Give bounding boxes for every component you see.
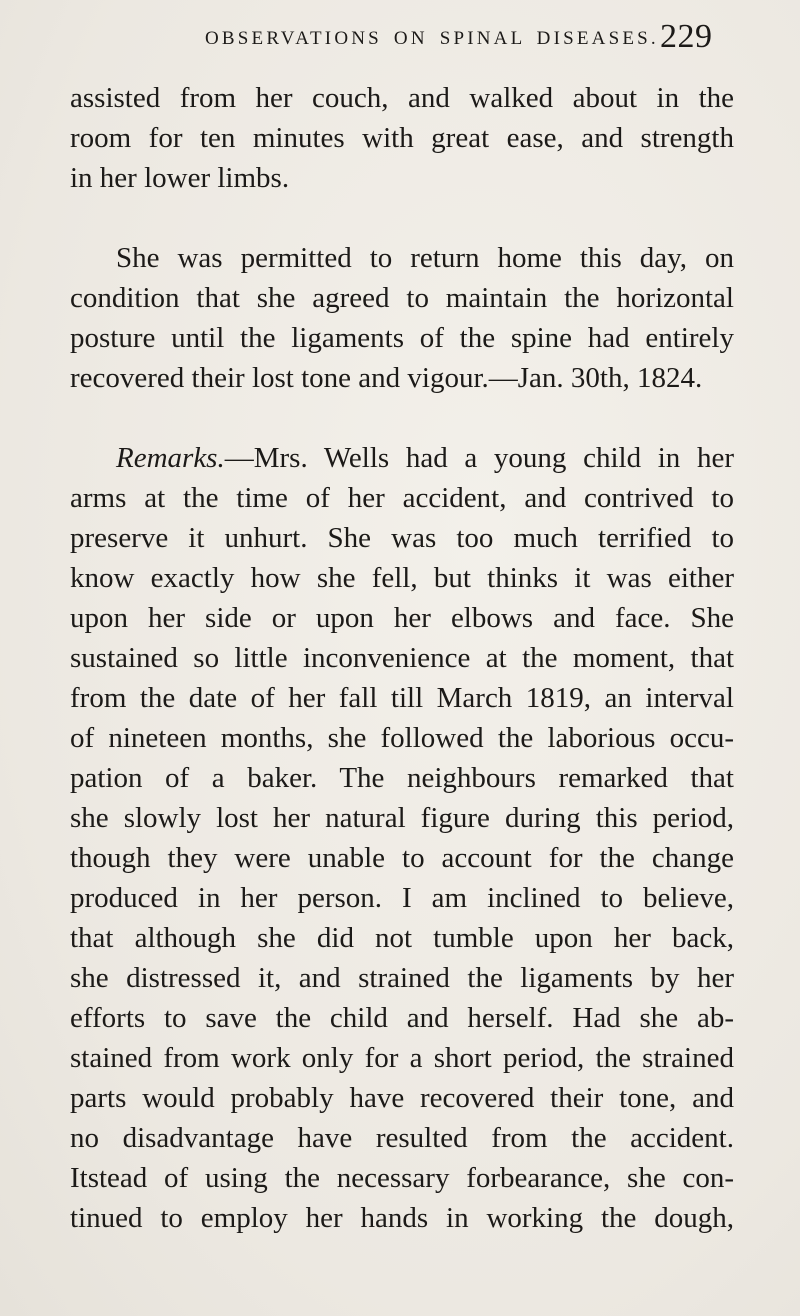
- text-line: tinued to employ her hands in working the dough,: [70, 1202, 734, 1234]
- text-line: in her lower limbs.: [70, 162, 290, 194]
- running-title: OBSERVATIONS ON SPINAL DISEASES.: [205, 28, 659, 49]
- remarks-first-line: [116, 440, 734, 477]
- running-head: [0, 18, 800, 62]
- text-line: though they were unable to account for the change: [70, 842, 734, 874]
- text-line: that although she did not tumble upon her back,: [70, 922, 734, 954]
- remarks-heading: Remarks.: [116, 442, 225, 474]
- remarks-first-line-text: —Mrs. Wells had a young child in her: [224, 442, 734, 474]
- text-line: know exactly how she fell, but thinks it was either: [70, 562, 734, 594]
- text-line: Itstead of using the necessary forbearance, she con-: [70, 1162, 734, 1194]
- text-line: from the date of her fall till March 1819, an interval: [70, 682, 734, 714]
- text-line: assisted from her couch, and walked about in the: [70, 82, 734, 114]
- text-line: she distressed it, and strained the ligaments by her: [70, 962, 734, 994]
- text-line: She was permitted to return home this day, on: [116, 242, 734, 274]
- page-number: 229: [660, 18, 713, 55]
- text-line: pation of a baker. The neighbours remarked that: [70, 762, 734, 794]
- text-line: posture until the ligaments of the spine had entirely: [70, 322, 734, 354]
- text-line: upon her side or upon her elbows and face. She: [70, 602, 734, 634]
- text-line: recovered their lost tone and vigour.—Jan. 30th, 1824.: [70, 362, 703, 394]
- text-line: no disadvantage have resulted from the accident.: [70, 1122, 734, 1154]
- text-line: stained from work only for a short period, the strained: [70, 1042, 734, 1074]
- text-line: of nineteen months, she followed the laborious occu-: [70, 722, 734, 754]
- text-line: condition that she agreed to maintain the horizontal: [70, 282, 734, 314]
- text-line: sustained so little inconvenience at the moment, that: [70, 642, 734, 674]
- text-line: room for ten minutes with great ease, and strength: [70, 122, 734, 154]
- text-line: arms at the time of her accident, and contrived to: [70, 482, 734, 514]
- text-line: efforts to save the child and herself. Had she ab-: [70, 1002, 734, 1034]
- text-line: parts would probably have recovered their tone, and: [70, 1082, 734, 1114]
- text-line: she slowly lost her natural figure during this period,: [70, 802, 734, 834]
- text-line: preserve it unhurt. She was too much terrified to: [70, 522, 734, 554]
- text-line: produced in her person. I am inclined to believe,: [70, 882, 734, 914]
